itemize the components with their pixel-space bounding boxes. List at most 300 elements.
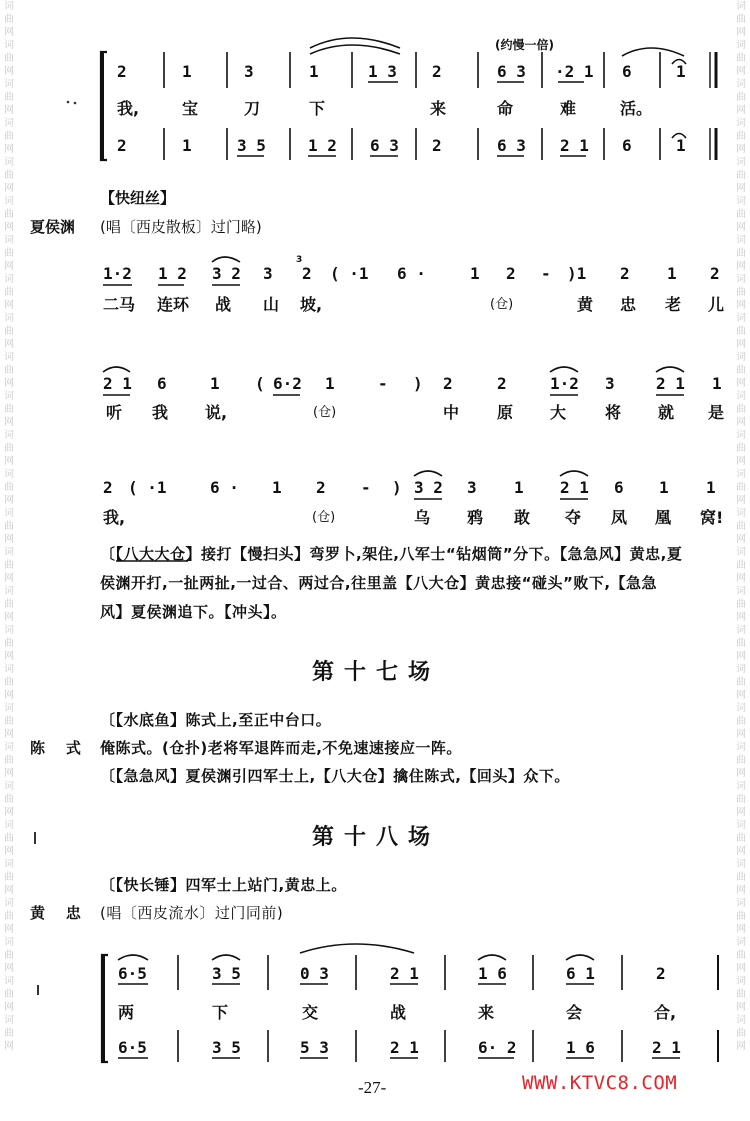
lyric: 命 xyxy=(497,99,514,118)
watermark-char: 网 xyxy=(4,1002,14,1013)
watermark-char: 网 xyxy=(4,729,14,740)
note: 1 xyxy=(667,264,677,283)
watermark-char: 词 xyxy=(736,430,746,441)
lyric: 难 xyxy=(560,99,577,118)
watermark-char: 网 xyxy=(736,807,746,818)
watermark-char: 词 xyxy=(736,703,746,714)
watermark-char: 网 xyxy=(736,144,746,155)
watermark-char: 网 xyxy=(4,456,14,467)
watermark-char: 词 xyxy=(4,157,14,168)
note: 2 xyxy=(316,478,326,497)
watermark-char: 曲 xyxy=(736,248,746,259)
note: 1·2 xyxy=(550,374,579,393)
lyric: 连环 xyxy=(157,295,190,314)
watermark-char: 词 xyxy=(736,313,746,324)
watermark-char: 词 xyxy=(736,235,746,246)
watermark-char: 词 xyxy=(4,703,14,714)
watermark-char: 词 xyxy=(4,937,14,948)
lyric: 宝 xyxy=(182,99,199,118)
watermark-char: 网 xyxy=(736,1041,746,1052)
note: 1 xyxy=(210,374,220,393)
note: 3 2 xyxy=(414,478,443,497)
note: 2 xyxy=(620,264,630,283)
watermark-char: 词 xyxy=(4,547,14,558)
watermark-char: 曲 xyxy=(736,638,746,649)
watermark-char: 词 xyxy=(4,313,14,324)
lyric: 下 xyxy=(212,1003,229,1022)
note: ( ·1 xyxy=(128,478,167,497)
lyric: 老 xyxy=(665,295,682,314)
watermark-char: 曲 xyxy=(4,404,14,415)
watermark-char: 曲 xyxy=(4,872,14,883)
watermark-char: 曲 xyxy=(736,287,746,298)
lyric: 来 xyxy=(430,99,447,118)
note: 1 xyxy=(706,478,716,497)
lyric: 刀 xyxy=(244,99,261,118)
note: 6 xyxy=(614,478,624,497)
watermark-char: 词 xyxy=(736,586,746,597)
watermark-char: 网 xyxy=(736,222,746,233)
watermark-char: 词 xyxy=(736,508,746,519)
note: ( ·1 xyxy=(330,264,369,283)
watermark-char: 曲 xyxy=(4,209,14,220)
note: 2 1 xyxy=(652,1038,681,1057)
note: 1 xyxy=(676,136,686,155)
note: 3 xyxy=(244,62,254,81)
watermark-char: 网 xyxy=(736,105,746,116)
lyric: 我, xyxy=(117,99,140,118)
watermark-char: 网 xyxy=(4,339,14,350)
watermark-char: 网 xyxy=(4,573,14,584)
stage-direction-line: 〔【快长锤】四军士上站门,黄忠上。 xyxy=(100,876,347,894)
note: 2 xyxy=(117,62,127,81)
watermark-char: 网 xyxy=(736,339,746,350)
watermark-char: 网 xyxy=(736,768,746,779)
note: 6· 2 xyxy=(478,1038,517,1057)
note: 3 5 xyxy=(212,964,241,983)
note: 1 xyxy=(659,478,669,497)
watermark-char: 词 xyxy=(4,976,14,987)
note: 1 3 xyxy=(368,62,397,81)
note: 5 3 xyxy=(300,1038,329,1057)
lyric: 夺 xyxy=(565,508,582,527)
note: 2 xyxy=(103,478,113,497)
watermark-char: 网 xyxy=(736,1002,746,1013)
note: 2 xyxy=(506,264,516,283)
watermark-char: 网 xyxy=(736,690,746,701)
note: 2 1 xyxy=(560,136,589,155)
note: 2 xyxy=(302,264,312,283)
watermark-char: 曲 xyxy=(736,521,746,532)
watermark-char: 曲 xyxy=(736,131,746,142)
watermark-char: 词 xyxy=(736,547,746,558)
watermark-char: 曲 xyxy=(4,326,14,337)
watermark-char: 词 xyxy=(736,469,746,480)
note: 3 xyxy=(263,264,273,283)
lyric: 听 xyxy=(106,403,123,422)
watermark-char: 曲 xyxy=(736,872,746,883)
watermark-char: 曲 xyxy=(736,755,746,766)
tempo-note: (约慢一倍) xyxy=(495,38,554,52)
tune-pattern-label: 【快纽丝】 xyxy=(100,189,176,207)
watermark-char: 网 xyxy=(736,534,746,545)
note: ·2 1 xyxy=(555,62,594,81)
watermark-char: 词 xyxy=(4,40,14,51)
note: 6·2 xyxy=(273,374,302,393)
lyric: 忠 xyxy=(620,295,637,314)
note: 6 xyxy=(157,374,167,393)
scene-title: 第十七场 xyxy=(312,660,441,685)
stage-direction: (唱〔西皮流水〕过门同前) xyxy=(100,904,284,922)
lyric: 儿 xyxy=(708,295,725,314)
watermark-char: 词 xyxy=(4,430,14,441)
note: 2 1 xyxy=(560,478,589,497)
lyric: 说, xyxy=(205,403,228,422)
watermark-char: 词 xyxy=(736,274,746,285)
watermark-char: 词 xyxy=(736,118,746,129)
stage-direction-line: 〔【八大大仓】接打【慢扫头】弯罗卜,架住,八军士“钻烟筒”分下。【急急风】黄忠,夏 xyxy=(100,545,683,563)
lyric: 我, xyxy=(103,508,126,527)
watermark-char: 词 xyxy=(736,976,746,987)
watermark-char: 曲 xyxy=(736,326,746,337)
lyric: 战 xyxy=(215,295,232,314)
stage-direction-line: 侯渊开打,一扯两扯,一过合、两过合,往里盖【八大仓】黄忠接“碰头”败下,【急急 xyxy=(100,574,658,592)
watermark-char: 曲 xyxy=(736,170,746,181)
watermark-char: 曲 xyxy=(736,989,746,1000)
watermark-char: 曲 xyxy=(4,443,14,454)
watermark-char: 词 xyxy=(736,1015,746,1026)
note: 1 6 xyxy=(566,1038,595,1057)
watermark-char: 词 xyxy=(736,742,746,753)
lyric: 来 xyxy=(478,1003,495,1022)
lyric: 鸦 xyxy=(467,508,484,527)
lyric: 窝! xyxy=(700,508,724,527)
note: ) xyxy=(392,478,402,497)
watermark-char: 曲 xyxy=(736,14,746,25)
watermark-char: 网 xyxy=(4,651,14,662)
watermark-char: 词 xyxy=(4,274,14,285)
watermark-char: 曲 xyxy=(4,131,14,142)
watermark-char: 曲 xyxy=(4,950,14,961)
note: 2 1 xyxy=(390,1038,419,1057)
watermark-char: 曲 xyxy=(4,599,14,610)
watermark-char: 曲 xyxy=(736,794,746,805)
watermark-char: 曲 xyxy=(736,92,746,103)
watermark-char: 网 xyxy=(736,456,746,467)
watermark-char: 网 xyxy=(736,378,746,389)
note: 1·2 xyxy=(103,264,132,283)
watermark-char: 曲 xyxy=(4,833,14,844)
watermark-char: 曲 xyxy=(4,638,14,649)
watermark-char: 网 xyxy=(4,66,14,77)
watermark-char: 曲 xyxy=(736,677,746,688)
stage-direction: (唱〔西皮散板〕过门略) xyxy=(100,218,262,236)
lyric: 会 xyxy=(566,1003,583,1022)
watermark-char: 词 xyxy=(4,781,14,792)
note: 2 xyxy=(117,136,127,155)
note: 2 xyxy=(432,136,442,155)
note: 2 xyxy=(497,374,507,393)
stage-direction-line: 风】夏侯渊追下。【冲头】。 xyxy=(100,603,287,621)
note: 6 · xyxy=(210,478,239,497)
lyric: 凰 xyxy=(655,508,672,527)
watermark-char: 网 xyxy=(4,183,14,194)
note: 1 2 xyxy=(158,264,187,283)
watermark-char: 网 xyxy=(736,183,746,194)
watermark-char: 曲 xyxy=(736,209,746,220)
lyric: 交 xyxy=(302,1003,319,1022)
note: 1 xyxy=(676,62,686,81)
watermark-char: 曲 xyxy=(4,248,14,259)
note: 6 xyxy=(622,136,632,155)
lyric: 合, xyxy=(654,1003,677,1022)
watermark-char: 曲 xyxy=(4,92,14,103)
watermark-char: 曲 xyxy=(4,911,14,922)
role-name: 黄 忠 xyxy=(30,904,81,922)
watermark-char: 网 xyxy=(736,651,746,662)
watermark-char: 词 xyxy=(4,391,14,402)
watermark-char: 词 xyxy=(736,664,746,675)
lyric: (仓) xyxy=(312,510,336,525)
watermark-char: 网 xyxy=(4,846,14,857)
watermark-char: 曲 xyxy=(4,521,14,532)
note: 2 1 xyxy=(390,964,419,983)
watermark-char: 曲 xyxy=(4,287,14,298)
lyric: (仓) xyxy=(313,405,337,420)
note: 1 2 xyxy=(308,136,337,155)
page-number: -27- xyxy=(358,1078,387,1097)
watermark-char: 网 xyxy=(4,27,14,38)
watermark-char: 词 xyxy=(736,40,746,51)
lyric: 就 xyxy=(658,403,675,422)
watermark-char: 词 xyxy=(736,352,746,363)
lyric: 山 xyxy=(263,295,280,314)
watermark-char: 词 xyxy=(736,79,746,90)
watermark-char: 词 xyxy=(736,196,746,207)
note: 1 6 xyxy=(478,964,507,983)
note: 2 1 xyxy=(103,374,132,393)
watermark-char: 网 xyxy=(736,885,746,896)
watermark-char: 词 xyxy=(4,742,14,753)
note: 6 1 xyxy=(566,964,595,983)
lyric: 是 xyxy=(708,403,725,422)
note: - xyxy=(361,478,371,497)
left-watermark-strip xyxy=(2,0,16,1121)
lyric: 我 xyxy=(152,403,169,422)
watermark-char: 网 xyxy=(736,300,746,311)
watermark-char: 词 xyxy=(4,898,14,909)
note: 2 xyxy=(710,264,720,283)
watermark-char: 网 xyxy=(736,66,746,77)
note: 3 5 xyxy=(237,136,266,155)
watermark-char: 曲 xyxy=(736,443,746,454)
note: 1 xyxy=(712,374,722,393)
watermark-char: 曲 xyxy=(736,560,746,571)
lyric: 原 xyxy=(497,403,514,422)
watermark-char: 网 xyxy=(4,612,14,623)
note: 3 5 xyxy=(212,1038,241,1057)
site-watermark: WWW.KTVC8.COM xyxy=(522,1072,678,1094)
lyric: 大 xyxy=(550,403,567,422)
lyric: 中 xyxy=(443,403,460,422)
dialogue-line: 俺陈式。(仓扑)老将军退阵而走,不免速速接应一阵。 xyxy=(100,739,462,757)
watermark-char: 词 xyxy=(736,898,746,909)
scene-title: 第十八场 xyxy=(312,825,441,850)
note: - xyxy=(378,374,388,393)
watermark-char: 词 xyxy=(4,625,14,636)
watermark-char: 曲 xyxy=(736,53,746,64)
note: 6 3 xyxy=(497,136,526,155)
note: 6 · xyxy=(397,264,426,283)
lyric: 黄 xyxy=(577,295,594,314)
watermark-char: 网 xyxy=(4,768,14,779)
note: 6·5 xyxy=(118,964,147,983)
watermark-char: 网 xyxy=(736,261,746,272)
watermark-char: 曲 xyxy=(4,170,14,181)
watermark-char: 网 xyxy=(736,846,746,857)
watermark-char: 词 xyxy=(4,586,14,597)
note: - xyxy=(541,264,551,283)
watermark-char: 词 xyxy=(4,79,14,90)
watermark-char: 曲 xyxy=(736,716,746,727)
note: 6·5 xyxy=(118,1038,147,1057)
note: 3 2 xyxy=(212,264,241,283)
watermark-char: 曲 xyxy=(736,833,746,844)
watermark-char: 曲 xyxy=(4,677,14,688)
watermark-char: 词 xyxy=(736,937,746,948)
note: 6 3 xyxy=(497,62,526,81)
lyric: 坡, xyxy=(300,295,323,314)
lyric: 凤 xyxy=(611,508,628,527)
lyric: (仓) xyxy=(490,297,514,312)
watermark-char: 曲 xyxy=(736,365,746,376)
note: 1 xyxy=(514,478,524,497)
watermark-char: 网 xyxy=(736,573,746,584)
lyric: 乌 xyxy=(414,508,431,527)
watermark-char: 词 xyxy=(4,352,14,363)
watermark-char: 网 xyxy=(736,417,746,428)
watermark-char: 词 xyxy=(736,157,746,168)
watermark-char: 词 xyxy=(736,781,746,792)
watermark-char: 词 xyxy=(4,118,14,129)
watermark-char: 词 xyxy=(4,1,14,12)
note: 1 xyxy=(309,62,319,81)
watermark-char: 词 xyxy=(736,1,746,12)
watermark-char: 网 xyxy=(736,612,746,623)
watermark-char: 网 xyxy=(4,534,14,545)
watermark-char: 曲 xyxy=(4,365,14,376)
lyric: 将 xyxy=(605,403,622,422)
note: 2 xyxy=(656,964,666,983)
watermark-char: 曲 xyxy=(4,53,14,64)
watermark-char: 网 xyxy=(4,378,14,389)
lyric: 活。 xyxy=(620,99,653,118)
note: 2 xyxy=(443,374,453,393)
watermark-char: 曲 xyxy=(4,755,14,766)
watermark-char: 词 xyxy=(736,859,746,870)
watermark-char: 曲 xyxy=(4,482,14,493)
lyric: 下 xyxy=(309,99,326,118)
watermark-char: 网 xyxy=(4,144,14,155)
watermark-char: 曲 xyxy=(736,404,746,415)
watermark-char: 曲 xyxy=(4,716,14,727)
watermark-char: 词 xyxy=(4,508,14,519)
watermark-char: 曲 xyxy=(736,482,746,493)
note: 6 3 xyxy=(370,136,399,155)
role-name: 陈 式 xyxy=(30,739,81,757)
note: 1 xyxy=(470,264,480,283)
watermark-char: 词 xyxy=(4,820,14,831)
watermark-char: 网 xyxy=(4,495,14,506)
note: 1 xyxy=(182,136,192,155)
watermark-char: 网 xyxy=(4,261,14,272)
watermark-char: 网 xyxy=(736,729,746,740)
note: )1 xyxy=(567,264,587,283)
watermark-char: 网 xyxy=(736,963,746,974)
watermark-char: 网 xyxy=(4,300,14,311)
note: 1 xyxy=(325,374,335,393)
watermark-char: 词 xyxy=(4,235,14,246)
note: ( xyxy=(255,374,265,393)
watermark-char: 网 xyxy=(4,924,14,935)
watermark-char: 词 xyxy=(4,196,14,207)
watermark-char: 词 xyxy=(4,1015,14,1026)
watermark-char: 曲 xyxy=(4,1028,14,1039)
role-name: 夏侯渊 xyxy=(30,218,76,236)
watermark-char: 曲 xyxy=(4,989,14,1000)
watermark-char: 曲 xyxy=(736,911,746,922)
note: 2 xyxy=(432,62,442,81)
watermark-char: 网 xyxy=(4,417,14,428)
watermark-char: 词 xyxy=(4,664,14,675)
note: ) xyxy=(413,374,423,393)
watermark-char: 曲 xyxy=(736,599,746,610)
note: 0 3 xyxy=(300,964,329,983)
watermark-char: 词 xyxy=(736,625,746,636)
watermark-char: 网 xyxy=(736,924,746,935)
note: 3 xyxy=(467,478,477,497)
lyric: 二马 xyxy=(103,295,136,314)
watermark-char: 曲 xyxy=(4,794,14,805)
stage-direction-line: 〔【水底鱼】陈式上,至正中台口。 xyxy=(100,711,332,729)
watermark-char: 曲 xyxy=(4,14,14,25)
note: 3 xyxy=(605,374,615,393)
watermark-char: 网 xyxy=(4,222,14,233)
lyric: 敢 xyxy=(514,508,531,527)
grace-note: 3 xyxy=(296,255,303,265)
lyric: 两 xyxy=(118,1003,135,1022)
note: 1 xyxy=(272,478,282,497)
watermark-char: 网 xyxy=(4,885,14,896)
watermark-char: 曲 xyxy=(4,560,14,571)
watermark-char: 词 xyxy=(4,469,14,480)
watermark-char: 词 xyxy=(736,820,746,831)
watermark-char: 网 xyxy=(736,495,746,506)
watermark-char: 网 xyxy=(4,690,14,701)
stage-direction-line: 〔【急急风】夏侯渊引四军士上,【八大仓】擒住陈式,【回头】众下。 xyxy=(100,767,570,785)
note: 6 xyxy=(622,62,632,81)
watermark-char: 曲 xyxy=(736,950,746,961)
right-watermark-strip xyxy=(734,0,748,1121)
watermark-char: 网 xyxy=(4,963,14,974)
watermark-char: 词 xyxy=(736,391,746,402)
note: 2 1 xyxy=(656,374,685,393)
watermark-char: 词 xyxy=(4,859,14,870)
watermark-char: 网 xyxy=(4,1041,14,1052)
note: 1 xyxy=(182,62,192,81)
lyric: 战 xyxy=(390,1003,407,1022)
watermark-char: 网 xyxy=(4,807,14,818)
